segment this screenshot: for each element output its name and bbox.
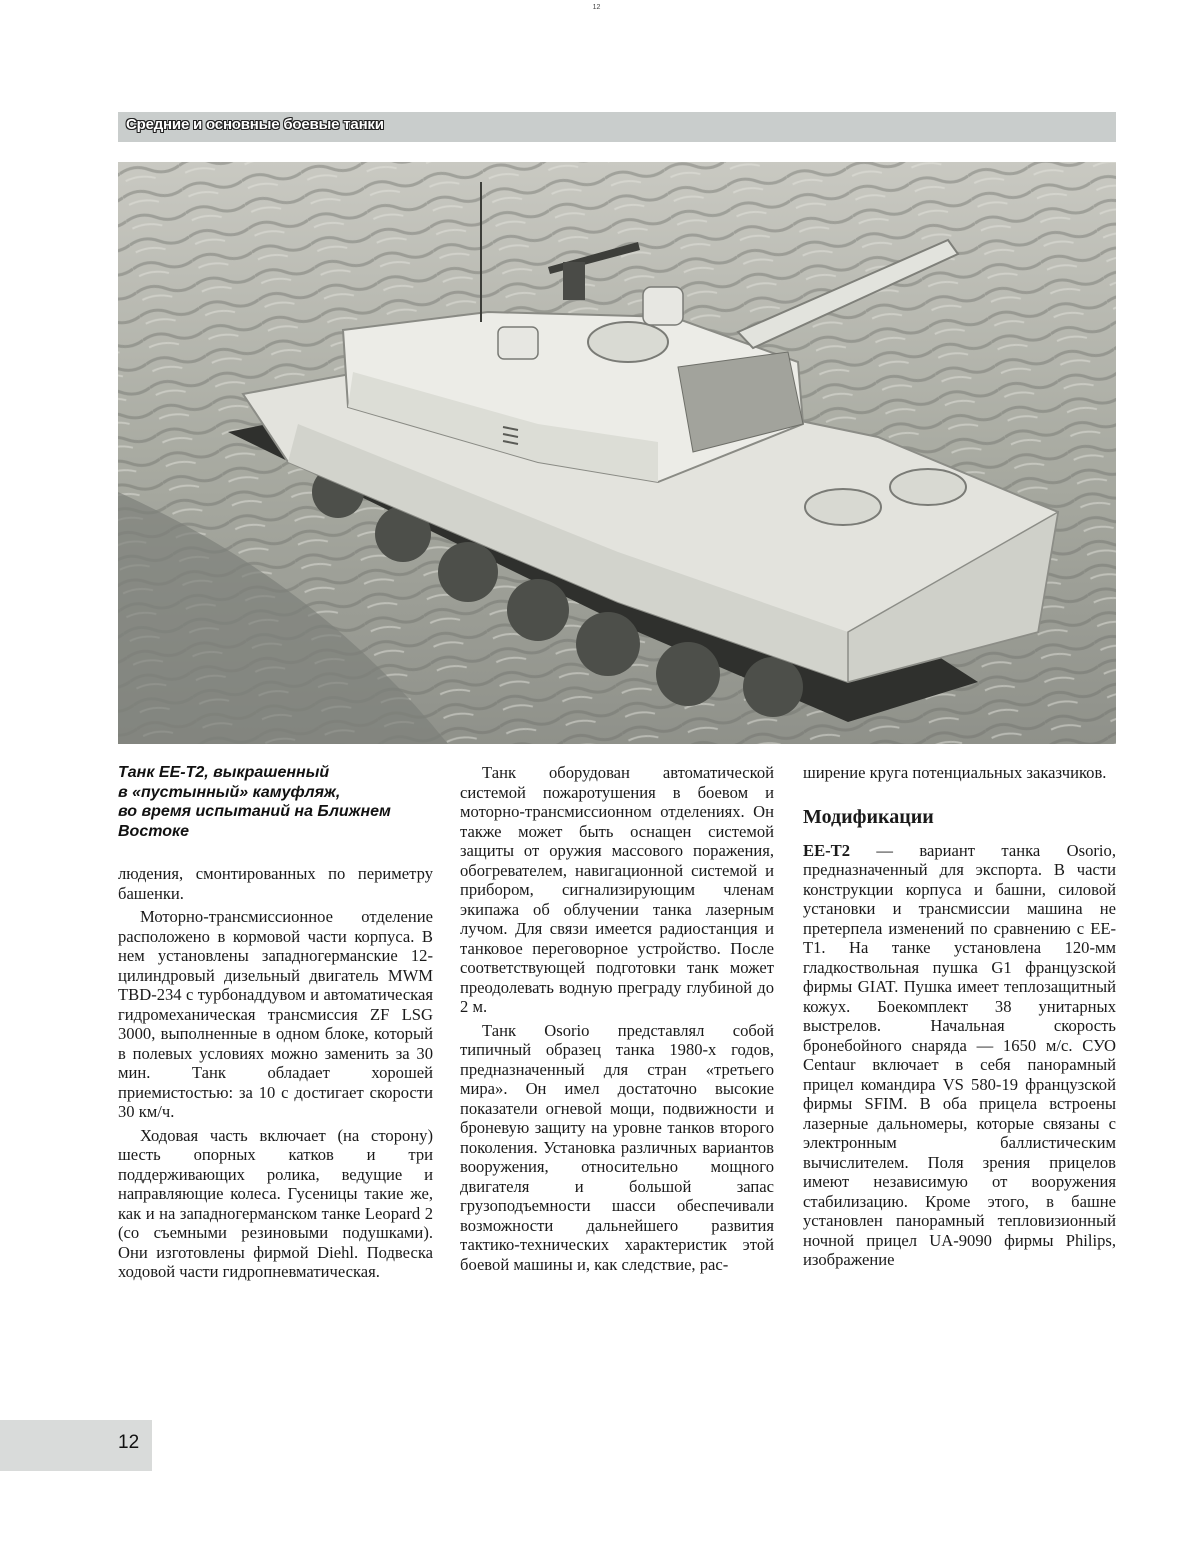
- paragraph: [803, 841, 1116, 1270]
- caption-line: Востоке: [118, 822, 190, 840]
- top-page-number: 12: [592, 4, 601, 11]
- paragraph-body: — вариант танка Osorio, предназначенный для экспорта. В части конструкции корпуса и башни, силовой установки и трансмиссии машина не претерпела изменений по сравнению с EE-T1. На танке установлена 120-мм гладкоствольная пушка G1 французской фирмы GIAT. Пушка имеет теплозащитный кожух. Боекомплект 38 унитарных выстрелов. Начальная скорость бронебойного снаряда — 1650 м/с. СУО Centaur включает в себя панорамный прицел командира VS 580-19 французской фирмы SFIM. В оба прицела встроены лазерные дальномеры, которые связаны с электронным баллистическим вычислителем. Поля зрения прицелов имеют независимую от вооружения стабилизацию. Кроме этого, в башне установлен панорамный тепловизионный ночной прицел UA-9090 фирмы Philips, изображение: [803, 840, 1116, 1269]
- page-number-box: [0, 1420, 152, 1471]
- tank-photo: [118, 162, 1116, 744]
- section-header-bar: [118, 112, 1116, 142]
- text-column-1: [118, 864, 433, 1282]
- paragraph: ширение круга потенциальных заказчиков.: [803, 763, 1107, 782]
- paragraph: людения, смонтированных по периметру башенки.: [118, 864, 433, 903]
- photo-caption: [118, 763, 433, 841]
- lead-term: EE-T2: [803, 840, 851, 860]
- section-title: Средние и основные боевые танки: [126, 116, 384, 133]
- paragraph: Ходовая часть включает (на сторону) шесть опорных катков и три поддерживающих ролика, ведущие и направляющие колеса. Гусеницы такие же, как и на западногерманском танке Leopard 2 (со съемными резиновыми подушками). Они изготовлены фирмой Diehl. Подвеска ходовой части гидропневматическая.: [118, 1125, 433, 1281]
- text-column-2: [460, 763, 774, 1274]
- tank-photo-illustration: [118, 162, 1116, 744]
- section-heading: Модификации: [803, 805, 934, 828]
- caption-line: во время испытаний на Ближнем: [118, 803, 391, 820]
- caption-line: в «пустынный» камуфляж,: [118, 783, 341, 801]
- page-number: 12: [118, 1432, 140, 1453]
- paragraph: Моторно-трансмиссионное отделение расположено в кормовой части корпуса. В нем установлены западногерманские 12-цилиндровый дизельный двигатель MWM TBD-234 с турбонаддувом и автоматическая гидромеханическая трансмиссия ZF LSG 3000, выполненные в одном блоке, который в полевых условиях можно заменить за 30 мин. Танк обладает хорошей приемистостью: за 10 с достигает скорости 30 км/ч.: [118, 907, 433, 1121]
- paragraph: Танк оборудован автоматической системой пожаротушения в боевом и моторно-трансмиссионном отделениях. Он также может быть оснащен системой защиты от оружия массового поражения, обогревателем, навигационной системой и прибором, сигнализирующим членам экипажа об облучении танка лазерным лучом. Для связи имеется радиостанция и танковое переговорное устройство. После соответствующей подготовки танк может преодолевать водную преграду глубиной до 2 м.: [460, 763, 774, 1016]
- caption-line: Танк EE-T2, выкрашенный: [118, 764, 330, 781]
- text-column-3: [803, 763, 1116, 1270]
- paragraph: Танк Osorio представлял собой типичный образец танка 1980-х годов, предназначенный для стран «третьего мира». Он имел достаточно высокие показатели огневой мощи, подвижности и броневую защиту на уровне танков второго поколения. Установка различных вариантов вооружения, относительно мощного двигателя и большой запас грузоподъемности шасси обеспечивали возможности дальнейшего развития тактико-технических характеристик этой боевой машины и, как следствие, рас-: [460, 1020, 774, 1274]
